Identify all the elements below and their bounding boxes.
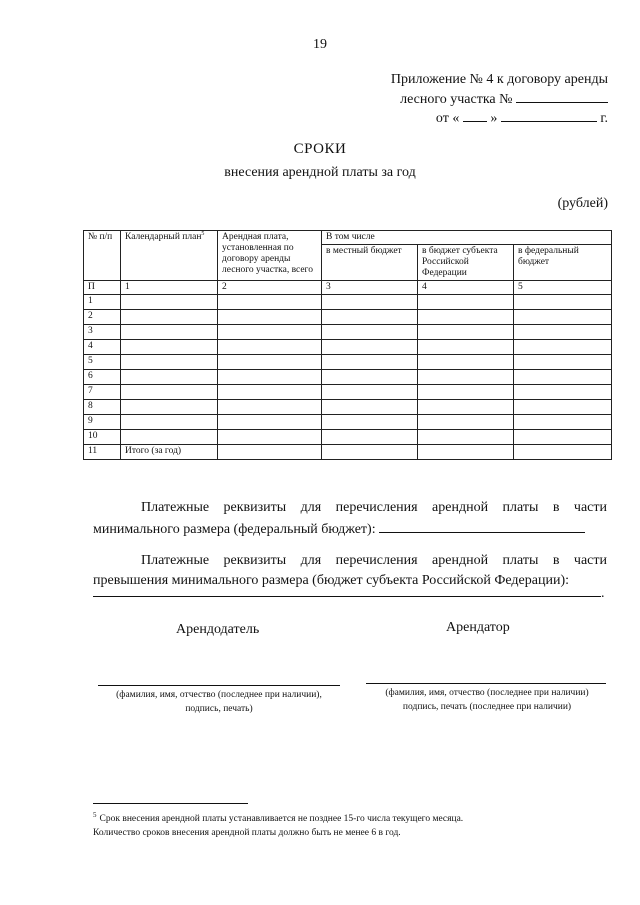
federal-budget-cell[interactable] [514, 295, 612, 310]
total-rent-cell[interactable] [218, 400, 322, 415]
lessor-label: Арендодатель [176, 622, 260, 637]
table-row [84, 415, 612, 430]
federal-budget-cell[interactable] [514, 340, 612, 355]
federal-budget-cell[interactable] [514, 310, 612, 325]
table-row [84, 340, 612, 355]
total-rent-cell[interactable] [218, 340, 322, 355]
plan-cell[interactable] [121, 310, 218, 325]
regional-budget-cell[interactable] [418, 340, 514, 355]
lessor-signature-caption: (фамилия, имя, отчество (последнее при наличии), подпись, печать) [116, 690, 322, 714]
plan-footnote-mark: 5 [201, 230, 205, 237]
local-budget-cell[interactable] [322, 430, 418, 445]
header-plan: Календарный план$^5$ [121, 231, 218, 281]
table-row [84, 445, 612, 460]
header-num: № п/п [84, 231, 121, 281]
regional-budget-cell[interactable] [418, 400, 514, 415]
regional-requisites-text: Платежные реквизиты для перечисления арендной платы в части превышения минимального размера (бюджет субъекта Российской Федерации): [93, 553, 607, 588]
plan-cell[interactable] [121, 430, 218, 445]
total-rent-cell[interactable] [218, 385, 322, 400]
federal-requisites-field[interactable] [379, 518, 585, 533]
total-rent-cell[interactable] [218, 355, 322, 370]
row-number-cell: 6 [84, 370, 121, 385]
plan-cell[interactable] [121, 355, 218, 370]
federal-budget-cell[interactable] [514, 445, 612, 460]
regional-budget-cell[interactable] [418, 370, 514, 385]
plan-cell[interactable] [121, 370, 218, 385]
federal-budget-cell[interactable] [514, 370, 612, 385]
plan-cell[interactable] [121, 400, 218, 415]
annex-line-3 [436, 108, 608, 128]
regional-budget-cell[interactable] [418, 415, 514, 430]
total-rent-cell[interactable] [218, 325, 322, 340]
local-budget-cell[interactable] [322, 295, 418, 310]
row-number-cell: 2 [84, 310, 121, 325]
header-regional-budget: в бюджет субъекта Российской Федерации [418, 245, 514, 281]
month-field[interactable] [501, 108, 597, 122]
column-number: 4 [418, 281, 514, 295]
local-budget-cell[interactable] [322, 340, 418, 355]
header-federal-budget: в федеральный бюджет [514, 245, 612, 281]
column-number: П [84, 281, 121, 295]
plan-cell[interactable] [121, 325, 218, 340]
annex-line-2 [400, 89, 608, 109]
table-row [84, 400, 612, 415]
federal-requisites-paragraph [93, 498, 607, 540]
table-row [84, 430, 612, 445]
row-number-cell: 8 [84, 400, 121, 415]
header-local-budget: в местный бюджет [322, 245, 418, 281]
federal-budget-cell[interactable] [514, 385, 612, 400]
column-number: 1 [121, 281, 218, 295]
rent-schedule-table [83, 230, 612, 460]
local-budget-cell[interactable] [322, 370, 418, 385]
local-budget-cell[interactable] [322, 415, 418, 430]
header-total-rent: Арендная плата, установленная по договору аренды лесного участка, всего [218, 231, 322, 281]
total-rent-cell[interactable] [218, 295, 322, 310]
row-number-cell: 3 [84, 325, 121, 340]
local-budget-cell[interactable] [322, 400, 418, 415]
column-number: 2 [218, 281, 322, 295]
annex-line-1: Приложение № 4 к договору аренды [390, 72, 608, 87]
annex-from-label: от « [435, 111, 460, 126]
footnote-line-1: Срок внесения арендной платы устанавливается не позднее 15-го числа текущего месяца. [99, 814, 464, 824]
lessor-signature-line[interactable] [98, 685, 340, 686]
federal-budget-cell[interactable] [514, 325, 612, 340]
page-number: 19 [313, 37, 327, 52]
document-title: СРОКИ [293, 141, 347, 157]
column-number-row [84, 281, 612, 295]
local-budget-cell[interactable] [322, 385, 418, 400]
row-number-cell: 1 [84, 295, 121, 310]
table-row [84, 370, 612, 385]
row-number-cell: 11 [84, 445, 121, 460]
footnote-separator [93, 803, 248, 804]
regional-budget-cell[interactable] [418, 310, 514, 325]
federal-budget-cell[interactable] [514, 415, 612, 430]
column-number: 3 [322, 281, 418, 295]
local-budget-cell[interactable] [322, 310, 418, 325]
regional-requisites-line [93, 582, 609, 602]
day-field[interactable] [463, 108, 487, 122]
column-number: 5 [514, 281, 612, 295]
federal-requisites-text: Платежные реквизиты для перечисления арендной платы в части минимального размера (федеральный бюджет): [93, 500, 607, 537]
row-number-cell: 7 [84, 385, 121, 400]
lessee-signature-line[interactable] [366, 683, 606, 684]
annex-parcel-label: лесного участка № [400, 92, 513, 107]
total-rent-cell[interactable] [218, 430, 322, 445]
plan-cell[interactable] [121, 415, 218, 430]
local-budget-cell[interactable] [322, 355, 418, 370]
regional-budget-cell[interactable] [418, 445, 514, 460]
regional-requisites-end: . [601, 586, 605, 601]
footnote-line-2: Количество сроков внесения арендной платы должно быть не менее 6 в год. [93, 828, 401, 838]
regional-budget-cell[interactable] [418, 355, 514, 370]
table-row [84, 295, 612, 310]
table-row [84, 310, 612, 325]
header-row-1 [84, 231, 612, 245]
lessee-signature-caption: (фамилия, имя, отчество (последнее при наличии) подпись, печать (последнее при наличии) [385, 688, 589, 712]
lessee-label: Арендатор [446, 620, 510, 635]
total-rent-cell[interactable] [218, 310, 322, 325]
annex-year-label: г. [600, 111, 608, 126]
regional-budget-cell[interactable] [418, 295, 514, 310]
parcel-number-field[interactable] [516, 89, 608, 103]
plan-cell[interactable] [121, 295, 218, 310]
document-subtitle: внесения арендной платы за год [224, 165, 416, 180]
total-rent-cell[interactable] [218, 370, 322, 385]
plan-cell[interactable]: Итого (за год) [121, 445, 218, 460]
plan-cell[interactable] [121, 385, 218, 400]
table-row [84, 325, 612, 340]
local-budget-cell[interactable] [322, 445, 418, 460]
row-number-cell: 10 [84, 430, 121, 445]
footnote [93, 812, 613, 840]
annex-quote-close: » [490, 111, 498, 126]
total-rent-cell[interactable] [218, 445, 322, 460]
local-budget-cell[interactable] [322, 325, 418, 340]
row-number-cell: 5 [84, 355, 121, 370]
regional-requisites-field[interactable] [93, 582, 601, 597]
federal-budget-cell[interactable] [514, 400, 612, 415]
row-number-cell: 9 [84, 415, 121, 430]
total-rent-cell[interactable] [218, 415, 322, 430]
regional-budget-cell[interactable] [418, 385, 514, 400]
plan-cell[interactable] [121, 340, 218, 355]
table-row [84, 355, 612, 370]
currency-unit: (рублей) [557, 196, 608, 211]
regional-budget-cell[interactable] [418, 325, 514, 340]
federal-budget-cell[interactable] [514, 355, 612, 370]
footnote-mark: 5 [93, 810, 97, 819]
header-including: В том числе [322, 231, 612, 245]
regional-budget-cell[interactable] [418, 430, 514, 445]
table-row [84, 385, 612, 400]
federal-budget-cell[interactable] [514, 430, 612, 445]
row-number-cell: 4 [84, 340, 121, 355]
